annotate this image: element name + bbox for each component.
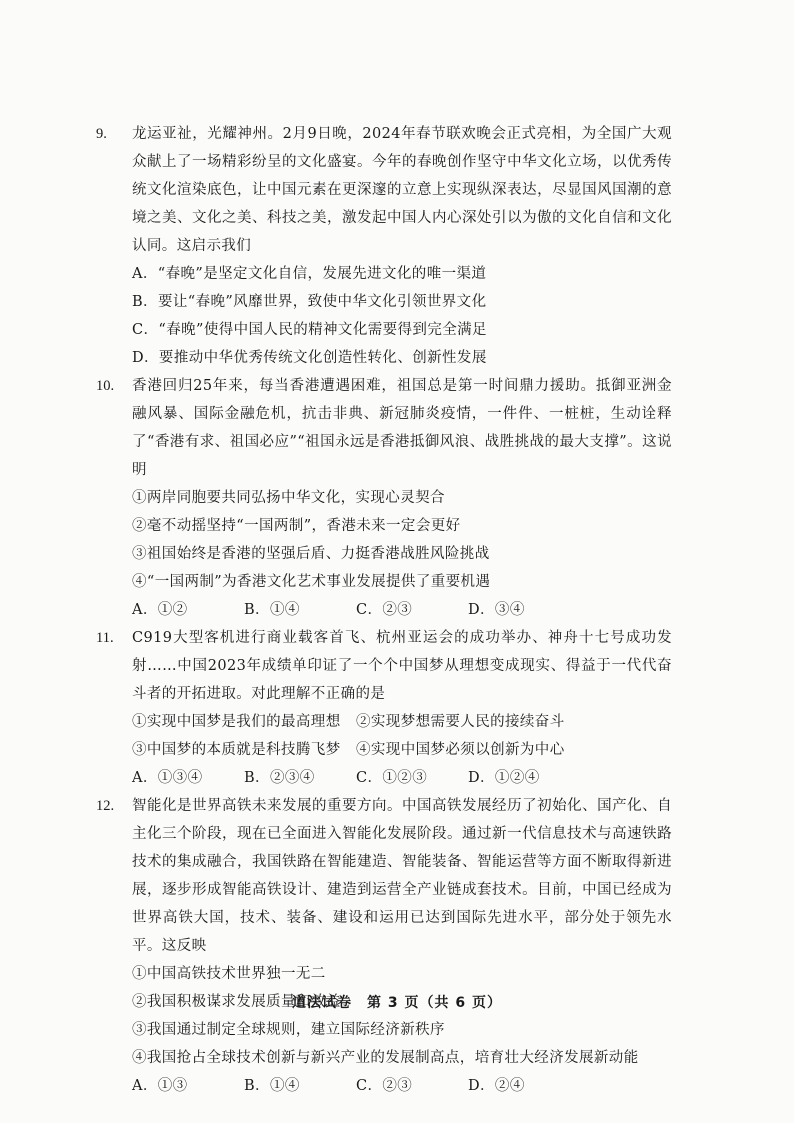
questions-area	[96, 120, 672, 1100]
statement-3: ③我国通过制定全球规则，建立国际经济新秩序	[132, 1022, 445, 1038]
statement-3: ③中国梦的本质就是科技腾飞梦	[132, 742, 341, 758]
statement-1: ①实现中国梦是我们的最高理想	[132, 714, 341, 730]
option-b: B．①④	[244, 1078, 300, 1094]
question-number: 9.	[96, 126, 107, 142]
option-d: D．要推动中华优秀传统文化创造性转化、创新性发展	[132, 350, 487, 366]
statement-1: ①中国高铁技术世界独一无二	[132, 966, 326, 982]
statement-1: ①两岸同胞要共同弘扬中华文化，实现心灵契合	[132, 490, 445, 506]
statement-row	[132, 736, 672, 764]
option-c: C．②③	[356, 1078, 413, 1094]
statement-4: ④我国抢占全球技术创新与新兴产业的发展制高点，培育壮大经济发展新动能	[132, 1050, 639, 1066]
question-9	[96, 120, 672, 372]
question-10	[96, 372, 672, 624]
question-11	[96, 624, 672, 792]
statement-2: ②我国积极谋求发展质量和效益	[132, 994, 341, 1010]
option-d: D．②④	[468, 1078, 525, 1094]
option-a: A．①③	[132, 1078, 188, 1094]
question-number: 12.	[96, 798, 115, 814]
option-c: C．①②③	[356, 770, 428, 786]
option-a: A．“春晚”是坚定文化自信，发展先进文化的唯一渠道	[132, 266, 487, 282]
question-number: 11.	[96, 630, 114, 646]
question-stem: 香港回归25年来，每当香港遭遇困难，祖国总是第一时间鼎力援助。抵御亚洲金融风暴、国际金融危机，抗击非典、新冠肺炎疫情，一件件、一桩桩，生动诠释了“香港有求、祖国必应”“祖国永远是香港抵御风浪、战胜挑战的最大支撑”。这说明	[132, 378, 672, 478]
option-d: D．③④	[468, 602, 525, 618]
option-b: B．①④	[244, 602, 300, 618]
page-footer: 道法试卷 第 3 页（共 6 页）	[292, 995, 502, 1011]
option-c: C．②③	[356, 602, 413, 618]
statement-4: ④“一国两制”为香港文化艺术事业发展提供了重要机遇	[132, 574, 491, 590]
statement-row	[132, 708, 672, 736]
statement-4: ④实现中国梦必须以创新为中心	[356, 742, 565, 758]
option-b: B．②③④	[244, 770, 315, 786]
question-number: 10.	[96, 378, 115, 394]
question-12	[96, 792, 672, 1100]
options-row	[132, 596, 672, 624]
statement-2: ②毫不动摇坚持“一国两制”，香港未来一定会更好	[132, 518, 461, 534]
option-a: A．①③④	[132, 770, 203, 786]
options-row	[132, 764, 672, 792]
option-a: A．①②	[132, 602, 188, 618]
option-d: D．①②④	[468, 770, 540, 786]
question-stem: 智能化是世界高铁未来发展的重要方向。中国高铁发展经历了初始化、国产化、自主化三个阶段，现在已全面进入智能化发展阶段。通过新一代信息技术与高速铁路技术的集成融合，我国铁路在智能建造、智能装备、智能运营等方面不断取得新进展，逐步形成智能高铁设计、建造到运营全产业链成套技术。目前，中国已经成为世界高铁大国，技术、装备、建设和运用已达到国际先进水平，部分处于领先水平。这反映	[132, 798, 672, 954]
option-c: C．“春晚”使得中国人民的精神文化需要得到完全满足	[132, 322, 487, 338]
statement-3: ③祖国始终是香港的坚强后盾、力挺香港战胜风险挑战	[132, 546, 490, 562]
options-row	[132, 1072, 672, 1100]
question-stem: C919大型客机进行商业载客首飞、杭州亚运会的成功举办、神舟十七号成功发射……中国2023年成绩单印证了一个个中国梦从理想变成现实、得益于一代代奋斗者的开拓进取。对此理解不正确的是	[132, 630, 672, 702]
option-b: B．要让“春晚”风靡世界，致使中华文化引领世界文化	[132, 294, 487, 310]
statement-2: ②实现梦想需要人民的接续奋斗	[356, 714, 565, 730]
question-stem: 龙运亚祉，光耀神州。2月9日晚，2024年春节联欢晚会正式亮相，为全国广大观众献上了一场精彩纷呈的文化盛宴。今年的春晚创作坚守中华文化立场，以优秀传统文化渲染底色，让中国元素在更深邃的立意上实现纵深表达，尽显国风国潮的意境之美、文化之美、科技之美，激发起中国人内心深处引以为傲的文化自信和文化认同。这启示我们	[132, 126, 672, 254]
